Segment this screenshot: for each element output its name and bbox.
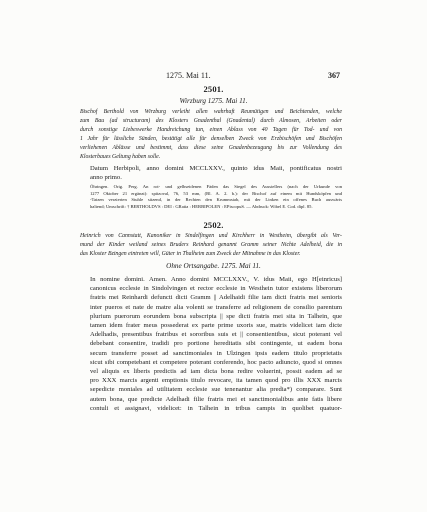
regest-line: 1 Jahr für lässliche Sünden, bestätigt alle für denselben Zweck von Erzbischöfen und Bischöfen	[80, 136, 342, 143]
text-line: sicut sibi competebant et competere poterant conferendo, hoc pacto adiuncto, quod si omnes	[90, 358, 342, 366]
text-line: plurium puerorum eorundem bona subscripta || spe dicti fratris mei sita in Talhein, que	[90, 312, 342, 320]
document-2501-datum	[80, 164, 342, 183]
text-line: fratris mei Reinhardi defuncti dicti Gramm || Adelhaidi filie iam dicti fratris mei senioris	[90, 294, 342, 302]
note-line: -Tatzen verzierten Stuhle sitzend, in der Rechten den Krummstab, mit der Linken ein offenes Buch auswärts	[90, 197, 342, 203]
text-line: secum transferre posset ad sanctimoniales in Ulzingen ipsis eadem titulo proprietatis	[90, 349, 342, 357]
text-line: Adelhadis, presentibus fratribus et sororibus suis et || consentientibus, sicut poterant vel	[90, 331, 342, 339]
text-line: pro XXX marcis argenti emptionis titulo revocare, ita tamen quod pro illis XXX marcis	[90, 377, 342, 385]
document-2502-place-date: Ohne Ortsangabe. 1275. Mai 11.	[166, 262, 261, 270]
regest-line: verliehenen Ablässe und bestimmt, dass diese seine Gnadenbezeugung bis zur Vollendung des	[80, 145, 342, 152]
text-line: canonicus ecclesie in Sindolvingen et rector ecclesie in Westhein tutor existens liberorum	[90, 285, 342, 293]
regest-line: durch sonstige Liebeswerke Handreichung tun, einen Ablass von 40 Tagen für Tod- und von	[80, 127, 342, 134]
note-line: 1277 Oktober 21 ergänzt): spitzoval, 76, 53 mm, (Bl. A. 2. b.): der Bischof auf einem mit Hundsköpfen und	[90, 190, 342, 196]
document-2502-text	[80, 275, 342, 413]
text-line: tamen idem frater meus possederat ex parte prime uxoris sue, matris videlicet iam dicte	[90, 322, 342, 330]
document-2501-regest	[80, 108, 342, 163]
regest-line: Bischof Berthold von Wirzburg verleiht allen wahrhaft Reumütigen und Beichtenden, welche	[80, 109, 342, 115]
text-line: autem bona, que predicte Adelhadi filie fratris mei et sanctimonialibus ante fatis libere	[90, 395, 342, 403]
regest-line: Klosterbaues Geltung haben solle.	[80, 154, 161, 161]
regest-line: Heinrich von Cannstatt, Kanoniker in Sindelfingen und Kirchherr in Westheim, übergibt als Ver-	[80, 233, 342, 239]
text-line: inter pueros et nate de matre alia volenti se transferre ad religionem de consilio parentum	[90, 303, 342, 311]
note-line: Öhringen. Orig. Perg. An rot- und gelbseidenen Fäden das Siegel des Ausstellers (nach der Urkunde von	[90, 184, 342, 189]
document-number-2502: 2502.	[203, 220, 224, 230]
regest-line: das Kloster Bzingen eintreten will, Güter in Thalheim zum Zweck der Mitnahme in das Kloster.	[80, 251, 301, 258]
regest-line: zum Bau (ad structuram) des Klosters Gnadenthal (Gnadental) durch Almosen, Arbeiten oder	[80, 118, 342, 125]
document-number-2501: 2501.	[203, 84, 224, 94]
text-line: sepedicte moniales ad utilitatem ecclesie sue tenenantur alia predia*) comparare. Sunt	[90, 386, 342, 394]
document-2502-regest	[80, 232, 342, 259]
text-line: vel aliquis ex liberis predictis ad iam dicta bona redire voluerint, possit eadem ad se	[90, 368, 342, 376]
text-line: debebant consentire, tradidi pro portione hereditatis sibi contingente, ut eadem bona	[90, 340, 342, 348]
document-2501-source-note	[80, 184, 342, 210]
note-line: haltend; Umschrift: † BERTHOLDVS : DEI : GRatia : HERBIPOLEN : EPiscopuS. — Abdruck: Wibel E. Cod. dipl. 85.	[90, 203, 313, 209]
regest-line: mund der Kinder weiland seines Bruders Reinhard genannt Gramm seiner Nichte Adelheid, die in	[80, 242, 342, 249]
text-line: contuli et assignavi, videlicet: in Talhein in tribus campis in quolibet quatuor-	[90, 404, 342, 412]
document-2501-place-date: Wirzburg 1275. Mai 11.	[179, 97, 248, 105]
text-line: In nomine domini. Amen. Anno domini MCCLXXV., V. idus Maii, ego H[einricus]	[90, 276, 342, 283]
page-number: 367	[328, 71, 340, 80]
running-header-date: 1275. Mai 11.	[166, 71, 211, 80]
datum-line: anno primo.	[90, 174, 122, 182]
datum-line: Datum Herbipoli, anno domini MCCLXXV., quinto idus Maii, pontificatus nostri	[90, 165, 342, 172]
